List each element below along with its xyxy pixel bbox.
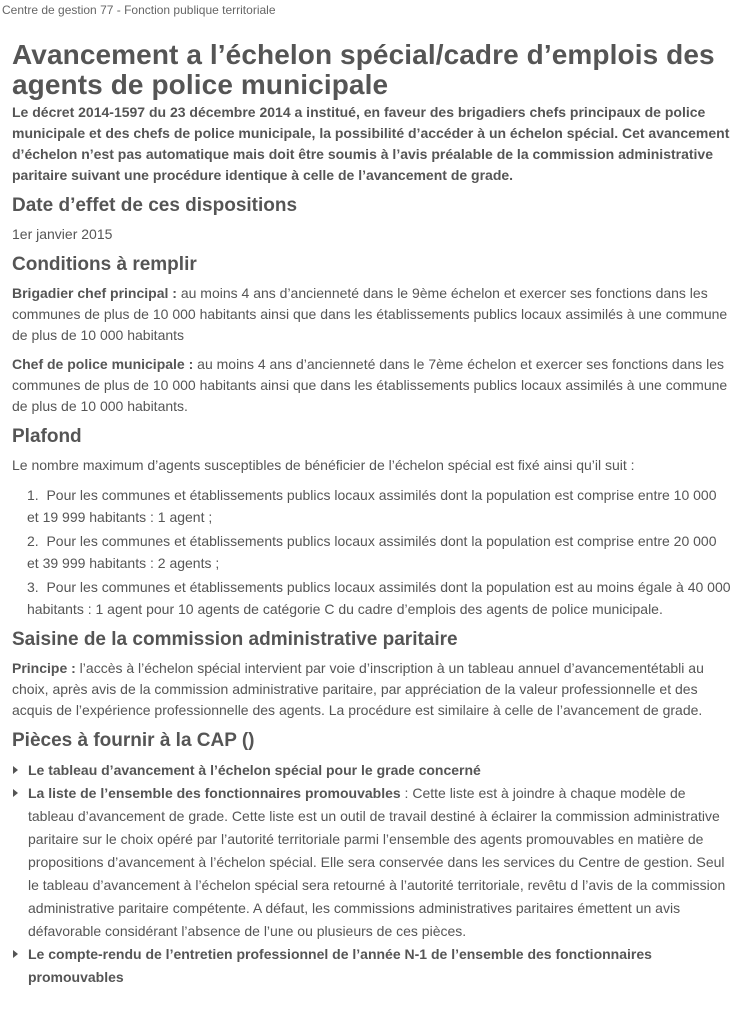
site-header: Centre de gestion 77 - Fonction publique territoriale (2, 3, 276, 17)
piece-text: : Cette liste est à joindre à chaque modèle de tableau d’avancement de grade. Cette liste est un outil de travail destiné à éclairer la commission administrative paritaire sur le choix opéré par l’autorité territoriale parmi l’ensemble des agents promouvables en matière de propositions d’avancement à l’échelon spécial. Elle sera conservée dans les services du Centre de gestion. Seul le tableau d’avancement à l’échelon spécial sera retourné à l’autorité territoriale, revêtu d l’avis de la commission administrative paritaire compétente. A défaut, les commissions administratives paritaires émettent un avis défavorable considérant l’absence de l’une ou plusieurs de ces pièces. (28, 785, 726, 939)
principe-text: l’accès à l’échelon spécial intervient par voie d’inscription à un tableau annuel d’avancementétabli au choix, après avis de la commission administrative paritaire, par appréciation de la valeur professionnelle et des acquis de l’expérience professionnelle des agents. La procédure est similaire à celle de l’avancement de grade. (12, 660, 704, 718)
plafond-list (12, 484, 732, 620)
piece-item (12, 759, 732, 782)
date-text: 1er janvier 2015 (12, 226, 113, 242)
section-heading-saisine: Saisine de la commission administrative paritaire (12, 629, 458, 650)
condition-chef (12, 354, 732, 417)
section-heading-plafond: Plafond (12, 426, 82, 447)
piece-label: Le tableau d’avancement à l’échelon spécial pour le grade concerné (28, 762, 481, 778)
bullet-icon (13, 950, 18, 958)
piece-item (12, 782, 732, 943)
bullet-icon (13, 766, 18, 774)
plafond-item (27, 484, 732, 528)
item-text: Pour les communes et établissements publics locaux assimilés dont la population est comprise entre 20 000 et 39 999 habitants : 2 agents ; (27, 533, 717, 571)
section-heading-conditions: Conditions à remplir (12, 254, 197, 275)
piece-item (12, 943, 732, 989)
item-number: 1. (27, 487, 39, 503)
piece-label: Le compte-rendu de l’entretien professionnel de l’année N-1 de l’ensemble des fonctionnaires promouvables (28, 946, 652, 985)
article-lead: Le décret 2014-1597 du 23 décembre 2014 a institué, en faveur des brigadiers chefs principaux de police municipale et des chefs de police municipale, la possibilité d’accéder à un échelon spécial. Cet avancement d’échelon n’est pas automatique mais doit être soumis à l’avis préalable de la commission administrative paritaire suivant une procédure identique à celle de l’avancement de grade. (12, 104, 730, 183)
page-title: Avancement a l’échelon spécial/cadre d’emplois des agents de police municipale (12, 39, 715, 100)
condition-text: au moins 4 ans d’ancienneté dans le 9ème échelon et exercer ses fonctions dans les communes de plus de 10 000 habitants ainsi que dans les établissements publics locaux assimilés à une commune de plus de 10 000 habitants (12, 285, 728, 343)
section-heading-date: Date d’effet de ces dispositions (12, 195, 298, 216)
condition-label: Chef de police municipale : (12, 356, 194, 372)
plafond-item (27, 530, 732, 574)
item-text: Pour les communes et établissements publics locaux assimilés dont la population est au moins égale à 40 000 habitants : 1 agent pour 10 agents de catégorie C du cadre d’emplois des agents de police municipale. (27, 579, 731, 617)
principe-label: Principe : (12, 660, 76, 676)
pieces-list (12, 759, 732, 989)
saisine-principe (12, 658, 732, 721)
item-number: 2. (27, 533, 39, 549)
condition-brigadier (12, 283, 732, 346)
condition-text: au moins 4 ans d’ancienneté dans le 7ème échelon et exercer ses fonctions dans les communes de plus de 10 000 habitants ainsi que dans les établissements publics locaux assimilés à une commune de plus de 10 000 habitants. (12, 356, 728, 414)
article (0, 40, 744, 989)
condition-label: Brigadier chef principal : (12, 285, 177, 301)
item-number: 3. (27, 579, 39, 595)
plafond-item (27, 576, 732, 620)
bullet-icon (13, 789, 18, 797)
item-text: Pour les communes et établissements publics locaux assimilés dont la population est comprise entre 10 000 et 19 999 habitants : 1 agent ; (27, 487, 717, 525)
plafond-intro: Le nombre maximum d’agents susceptibles de bénéficier de l’échelon spécial est fixé ainsi qu’il suit : (12, 457, 635, 473)
section-heading-pieces: Pièces à fournir à la CAP () (12, 730, 255, 751)
piece-label: La liste de l’ensemble des fonctionnaires promouvables (28, 785, 401, 801)
